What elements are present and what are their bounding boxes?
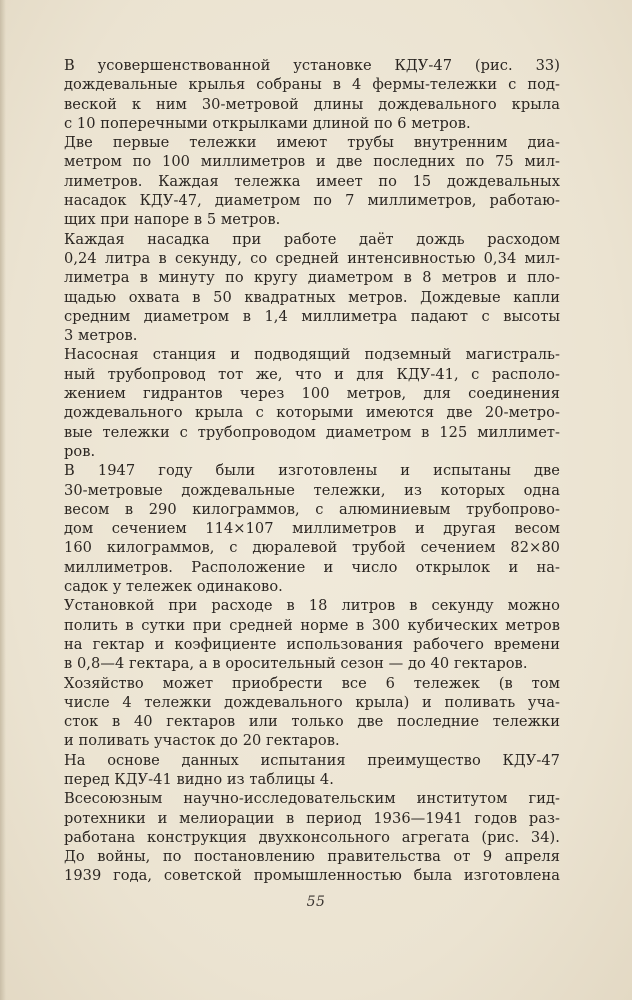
text-line: Хозяйство может приобрести все 6 тележек (в том <box>64 674 560 692</box>
text-line: 30-метровые дождевальные тележки, из которых одна <box>64 481 560 499</box>
text-line: 1939 года, советской промышленностью была изготовлена <box>64 867 560 885</box>
text-line: 0,24 литра в секунду, со средней интенсивностью 0,34 мил- <box>64 249 560 267</box>
text-line: 160 килограммов, с дюралевой трубой сечением 82×80 <box>64 539 560 557</box>
paragraph-carts-pipes <box>64 133 560 229</box>
text-line: В усовершенствованной установке КДУ-47 (рис. 33) <box>64 57 560 74</box>
text-line: В 1947 году были изготовлены и испытаны две <box>64 462 560 480</box>
text-line: щадью охвата в 50 квадратных метров. Дождевые капли <box>64 288 560 306</box>
text-line: Две первые тележки имеют трубы внутренним диа- <box>64 134 560 152</box>
text-line: лиметра в минуту по кругу диаметром в 8 метров и пло- <box>64 269 560 287</box>
text-line: числе 4 тележки дождевального крыла) и поливать уча- <box>64 693 560 711</box>
page-number: 55 <box>306 894 326 910</box>
text-line: и поливать участок до 20 гектаров. <box>64 732 340 750</box>
text-line: Насосная станция и подводящий подземный магистраль- <box>64 346 560 364</box>
paragraph-nozzle-rain <box>64 230 560 346</box>
text-line: дождевальные крылья собраны в 4 фермы-тележки с под- <box>64 76 560 94</box>
text-line: жением гидрантов через 100 метров, для соединения <box>64 385 560 403</box>
text-line: лиметров. Каждая тележка имеет по 15 дождевальных <box>64 172 560 190</box>
text-line: Всесоюзным научно-исследовательским институтом гид- <box>64 790 560 808</box>
text-line: сток в 40 гектаров или только две последние тележки <box>64 713 560 731</box>
text-line: Каждая насадка при работе даёт дождь расходом <box>64 230 560 248</box>
text-line: метром по 100 миллиметров и две последних по 75 мил- <box>64 153 560 171</box>
text-line: в 0,8—4 гектара, а в оросительный сезон — до 40 гектаров. <box>64 655 528 673</box>
text-line: весом в 290 килограммов, с алюминиевым трубопрово- <box>64 500 560 518</box>
paragraph-kdu47-wings <box>64 56 560 133</box>
text-line: ный трубопровод тот же, что и для КДУ-41, с располо- <box>64 365 560 383</box>
text-line: дождевального крыла с которыми имеются две 20-метро- <box>64 404 560 422</box>
text-line: веской к ним 30-метровой длины дождевального крыла <box>64 95 560 113</box>
text-line: садок у тележек одинаково. <box>64 578 283 596</box>
body-text <box>64 56 560 886</box>
text-line: ротехники и мелиорации в период 1936—1941 годов раз- <box>64 809 560 827</box>
paragraph-pump-station <box>64 345 560 461</box>
text-line: 3 метров. <box>64 327 138 345</box>
paragraph-farm-purchase <box>64 674 560 751</box>
text-line: На основе данных испытания преимущество КДУ-47 <box>64 751 560 769</box>
text-line: До войны, по постановлению правительства от 9 апреля <box>64 848 560 866</box>
text-line: миллиметров. Расположение и число открылок и на- <box>64 558 560 576</box>
text-line: насадок КДУ-47, диаметром по 7 миллиметров, работаю- <box>64 192 560 210</box>
text-line: щих при напоре в 5 метров. <box>64 211 281 229</box>
text-line: полить в сутки при средней норме в 300 кубических метров <box>64 616 560 634</box>
text-line: вые тележки с трубопроводом диаметром в 125 миллимет- <box>64 423 560 441</box>
text-line: средним диаметром в 1,4 миллиметра падают с высоты <box>64 307 560 325</box>
paragraph-irrigation-capacity <box>64 596 560 673</box>
paragraph-institute <box>64 789 560 885</box>
paragraph-advantage <box>64 751 560 790</box>
text-line: на гектар и коэфициенте использования рабочего времени <box>64 635 560 653</box>
paragraph-1947-tests <box>64 461 560 596</box>
text-line: ров. <box>64 442 96 460</box>
text-line: Установкой при расходе в 18 литров в секунду можно <box>64 597 560 615</box>
text-line: с 10 поперечными открылками длиной по 6 метров. <box>64 114 471 132</box>
text-line: работана конструкция двухконсольного агрегата (рис. 34). <box>64 828 560 846</box>
text-line: дом сечением 114×107 миллиметров и другая весом <box>64 520 560 538</box>
text-line: перед КДУ-41 видно из таблицы 4. <box>64 770 334 788</box>
